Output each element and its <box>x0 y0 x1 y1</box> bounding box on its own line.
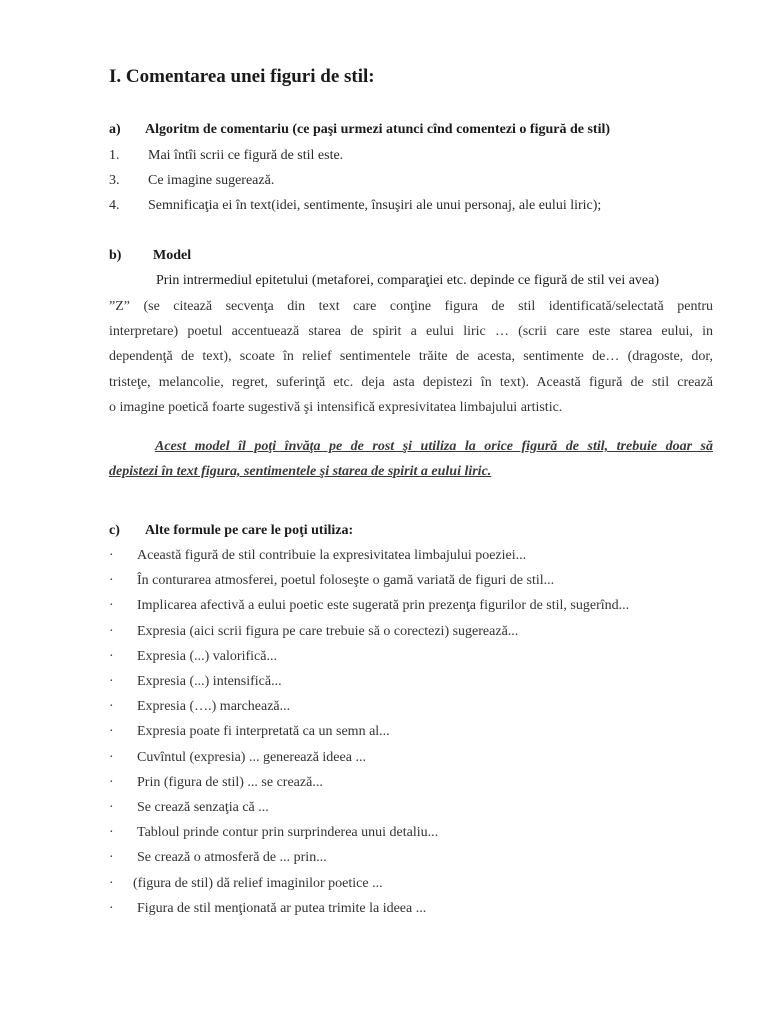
list-item-number: 4. <box>109 198 120 213</box>
list-item <box>109 649 709 667</box>
list-item-text: Se crează o atmosferă de ... prin... <box>137 850 327 866</box>
list-item-text: Prin (figura de stil) ... se crează... <box>137 774 323 790</box>
list-item <box>109 173 709 191</box>
bullet-icon: · <box>109 875 114 891</box>
list-item <box>109 750 709 768</box>
list-item-text: Expresia (...) valorifică... <box>137 648 277 664</box>
paragraph-line: tristeţe, melancolie, regret, suferinţă etc. deja asta depistezi în text). Această figură de stil crează <box>109 374 713 390</box>
section-b-heading <box>109 248 191 264</box>
bullet-icon: · <box>109 850 114 866</box>
model-lead: Prin intrermediul epitetului (metaforei, comparaţiei etc. depinde ce figură de stil vei avea) <box>156 273 660 288</box>
section-a-marker: a) <box>109 122 121 137</box>
bullet-icon: · <box>109 623 114 639</box>
list-item <box>109 775 709 793</box>
list-item-text: Ce imagine sugerează. <box>148 173 275 188</box>
list-item-text: Figura de stil menţionată ar putea trimite la ideea ... <box>137 900 427 916</box>
section-b-title: Model <box>153 248 192 263</box>
bullet-icon: · <box>109 900 114 916</box>
paragraph-line: dependenţă de text), scoate în relief sentimentele trăite de acesta, sentimente de… (dragoste, dor, <box>109 349 713 365</box>
list-item-text: Expresia poate fi interpretată ca un semn al... <box>137 724 390 740</box>
list-item <box>109 598 709 616</box>
paragraph-line: o imagine poetică foarte sugestivă şi intensifică expresivitatea limbajului artistic. <box>109 399 563 415</box>
list-item <box>109 850 709 868</box>
list-item-text: În conturarea atmosferei, poetul foloseşte o gamă variată de figuri de stil... <box>137 573 555 589</box>
list-item-text: Expresia (….) marchează... <box>137 699 291 715</box>
bullet-icon: · <box>109 825 114 841</box>
list-item-number: 1. <box>109 148 120 163</box>
bullet-icon: · <box>109 699 114 715</box>
list-item <box>109 724 709 742</box>
list-item-text: Semnificaţia ei în text(idei, sentimente, însuşiri ale unui personaj, ale eului liric); <box>148 198 602 213</box>
bullet-icon: · <box>109 598 114 614</box>
list-item <box>109 573 709 591</box>
list-item-text: Mai întîi scrii ce figură de stil este. <box>148 148 344 163</box>
emphasis-note <box>109 434 713 484</box>
section-c-heading <box>109 523 353 539</box>
list-item-text: Cuvîntul (expresia) ... generează ideea ... <box>137 749 366 765</box>
paragraph-line: interpretare) poetul accentuează starea de spirit a eului liric … (scrii care este starea eului, in <box>109 324 713 340</box>
list-item <box>109 876 709 894</box>
list-item <box>109 699 709 717</box>
emphasis-line: depistezi în text figura, sentimentele şi starea de spirit a eului liric. <box>109 464 492 479</box>
bullet-icon: · <box>109 573 114 589</box>
list-item <box>109 825 709 843</box>
bullet-icon: · <box>109 648 114 664</box>
section-a-heading <box>109 122 610 138</box>
bullet-icon: · <box>109 674 114 689</box>
model-paragraph <box>109 294 713 420</box>
list-item-text: Expresia (...) intensifică... <box>137 674 282 689</box>
page-title: I. Comentarea unei figuri de stil: <box>109 66 375 87</box>
list-item <box>109 674 709 692</box>
list-item-text: Această figură de stil contribuie la expresivitatea limbajului poeziei... <box>137 548 527 563</box>
section-a-title: Algoritm de comentariu (ce paşi urmezi atunci cînd comentezi o figură de stil) <box>145 122 611 137</box>
section-b-marker: b) <box>109 248 122 263</box>
list-item-text: Tabloul prinde contur prin surprinderea unui detaliu... <box>137 825 439 841</box>
list-item-number: 3. <box>109 173 120 188</box>
bullet-icon: · <box>109 774 114 790</box>
bullet-icon: · <box>109 548 114 563</box>
bullet-icon: · <box>109 724 114 740</box>
emphasis-line: Acest model îl poţi învăţa pe de rost şi utiliza la orice figură de stil, trebuie doar să <box>155 439 713 454</box>
paragraph-line: ”Z” (se citează secvenţa din text care conţine figura de stil identificată/selectată pentru <box>109 299 713 314</box>
list-item-text: Se crează senzaţia că ... <box>137 800 269 815</box>
bullet-icon: · <box>109 800 114 815</box>
list-item <box>109 548 709 566</box>
list-item-text: (figura de stil) dă relief imaginilor poetice ... <box>133 875 383 891</box>
section-c-marker: c) <box>109 523 120 538</box>
list-item <box>109 148 709 166</box>
list-item <box>109 901 709 919</box>
list-item <box>109 800 709 818</box>
bullet-icon: · <box>109 749 114 765</box>
list-item <box>109 624 709 642</box>
section-c-title: Alte formule pe care le poţi utiliza: <box>145 523 354 538</box>
list-item-text: Expresia (aici scrii figura pe care trebuie să o corectezi) sugerează... <box>137 623 519 639</box>
list-item <box>109 198 709 216</box>
list-item-text: Implicarea afectivă a eului poetic este sugerată prin prezenţa figurilor de stil, sugerînd... <box>137 598 630 614</box>
